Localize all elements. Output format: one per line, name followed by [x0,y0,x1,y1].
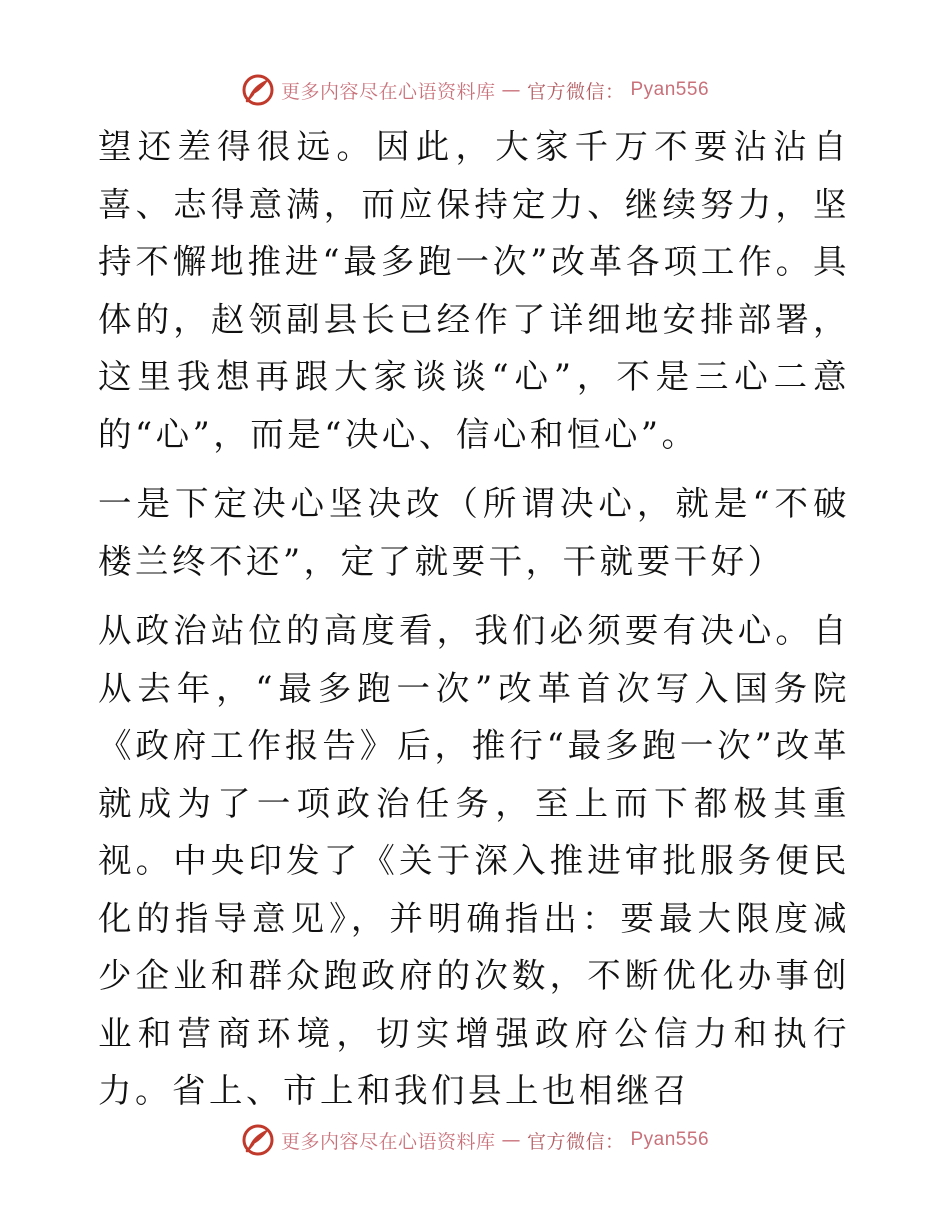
footer-wechat-label: 官方微信： [526,1130,625,1153]
footer-wechat-id: Pyan556 [630,1129,710,1150]
paragraph-political-stance: 从政治站位的高度看，我们必须要有决心。自从去年，“最多跑一次”改革首次写入国务院《政府工作报告》后，推行“最多跑一次”改革就成为了一项政治任务，至上而下都极其重视。中央印发了《关于深入推进审批服务便民化的指导意见》，并明确指出：要最大限度减少企业和群众跑政府的次数，不断优化办事创业和营商环境，切实增强政府公信力和执行力。省上、市上和我们县上也相继召 [98,611,850,1110]
document-body [98,118,850,1120]
paragraph-section-heading: 一是下定决心坚决改（所谓决心，就是“不破楼兰终不还”，定了就要干，干就要干好） [98,484,850,581]
header-separator: — [501,79,521,101]
header-brand-text: 更多内容尽在心语资料库 [280,80,496,103]
quill-logo-icon [241,1123,275,1157]
quill-logo-icon [241,73,275,107]
header-watermark [0,70,950,110]
paragraph-continuation: 望还差得很远。因此，大家千万不要沾沾自喜、志得意满，而应保持定力、继续努力，坚持不懈地推进“最多跑一次”改革各项工作。具体的，赵领副县长已经作了详细地安排部署，这里我想再跟大家谈谈“心”，不是三心二意的“心”，而是“决心、信心和恒心”。 [98,127,850,454]
header-wechat-id: Pyan556 [630,79,710,100]
header-wechat-label: 官方微信： [526,80,625,103]
footer-brand-text: 更多内容尽在心语资料库 [280,1130,496,1153]
footer-separator: — [501,1129,521,1151]
footer-watermark [0,1120,950,1160]
